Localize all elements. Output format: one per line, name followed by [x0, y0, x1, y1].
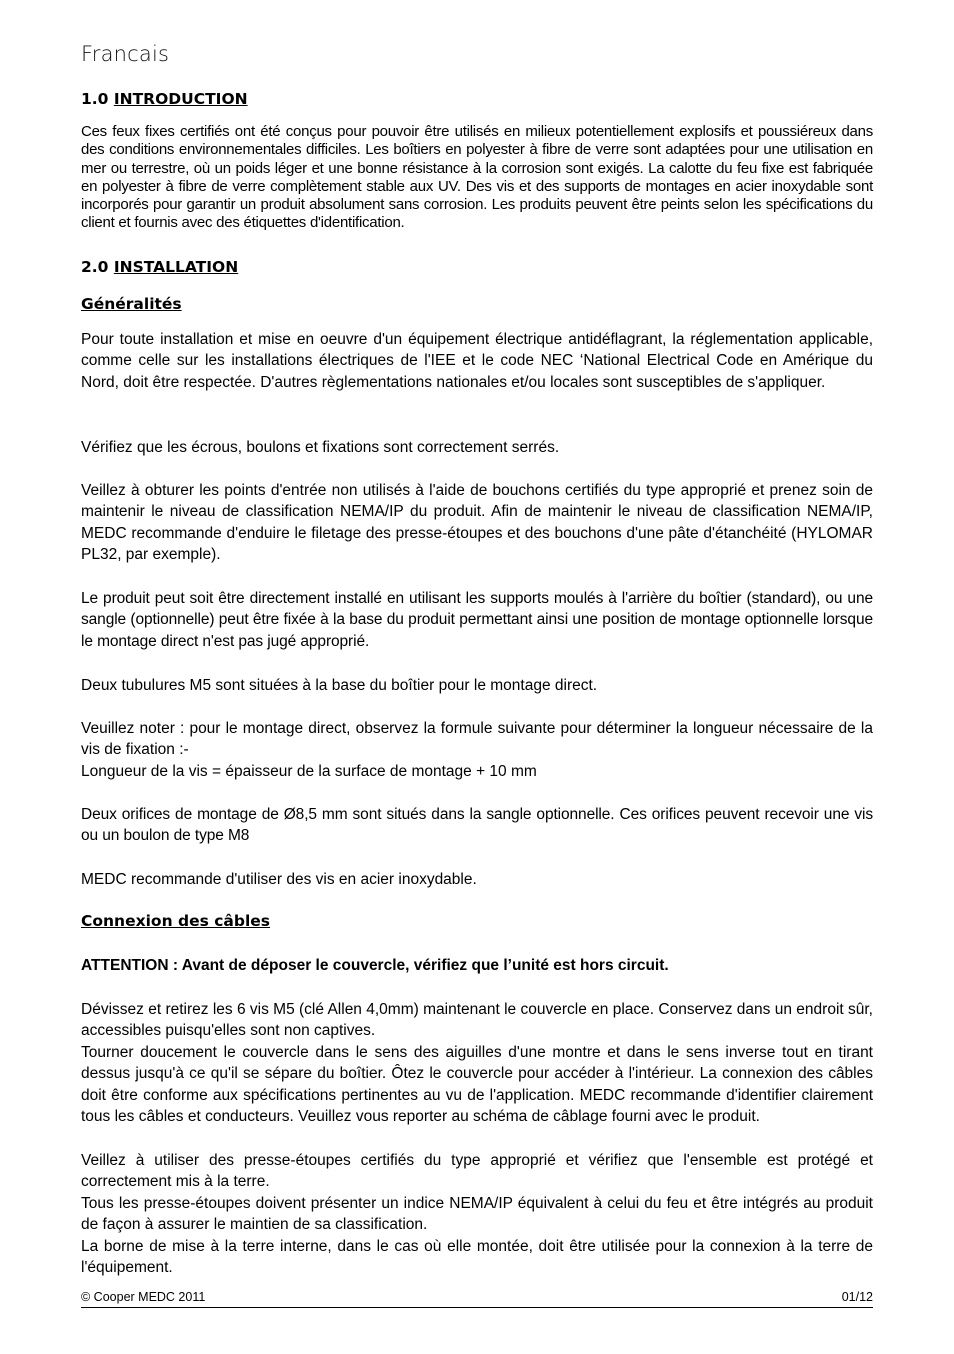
installation-paragraph-mounting: Le produit peut soit être directement installé en utilisant les supports moulés à l'arrière du boîtier (standard), ou une sangle (optionnelle) peut être fixée à la base du produit permettant ainsi une position de montage optionnelle lorsque le montage direct n'est pas jugé approprié.	[81, 590, 873, 650]
cables-paragraph-rating: Tous les presse-étoupes doivent présenter un indice NEMA/IP équivalent à celui du feu et être intégrés au produit de façon à assurer le maintien de sa classification.	[81, 1195, 873, 1234]
installation-paragraph-holes: Deux orifices de montage de Ø8,5 mm sont situés dans la sangle optionnelle. Ces orifices peuvent recevoir une vis ou un boulon de type M8	[81, 806, 873, 845]
cables-paragraph-glands: Veillez à utiliser des presse-étoupes certifiés du type approprié et vérifiez que l'ensemble est protégé et correctement mis à la terre.	[81, 1152, 873, 1191]
installation-paragraph-regulations: Pour toute installation et mise en oeuvre d'un équipement électrique antidéflagrant, la réglementation applicable, comme celle sur les installations électriques de l'IEE et le code NEC ‘National Electrical Code en Amérique du Nord, doit être respectée. D'autres règlementations nationales et/ou locales sont susceptibles de s'appliquer.	[81, 331, 873, 391]
installation-title: INSTALLATION	[113, 258, 239, 276]
cables-paragraph-earth: La borne de mise à la terre interne, dans le cas où elle montée, doit être utilisée pour la connexion à la terre de l'équipement.	[81, 1238, 873, 1277]
installation-heading	[81, 258, 238, 276]
installation-paragraph-stainless: MEDC recommande d'utiliser des vis en acier inoxydable.	[81, 871, 477, 888]
intro-number: 1.0	[81, 90, 114, 108]
footer-page-code: 01/12	[841, 1290, 873, 1304]
intro-heading	[81, 90, 248, 108]
cables-heading: Connexion des câbles	[81, 912, 271, 930]
attention-warning: ATTENTION : Avant de déposer le couvercle, vérifiez que l’unité est hors circuit.	[81, 957, 669, 974]
installation-paragraph-tubes: Deux tubulures M5 sont situées à la base du boîtier pour le montage direct.	[81, 677, 598, 694]
cables-paragraph-screws: Dévissez et retirez les 6 vis M5 (clé Allen 4,0mm) maintenant le couvercle en place. Conservez dans un endroit sûr, accessibles puisqu'elles sont non captives.	[81, 1001, 873, 1040]
cables-paragraph-cover: Tourner doucement le couvercle dans le sens des aiguilles d'une montre et dans le sens inverse tout en tirant dessus jusqu'à ce qu'il se sépare du boîtier. Ôtez le couvercle pour accéder à l'intérieur. La connexion des câbles doit être conforme aux spécifications pertinentes au vu de l'application. MEDC recommande d'identifier clairement tous les câbles et conducteurs. Veuillez vous reporter au schéma de câblage fourni avec le produit.	[81, 1044, 873, 1126]
installation-number: 2.0	[81, 258, 114, 276]
installation-paragraph-note: Veuillez noter : pour le montage direct, observez la formule suivante pour déterminer la longueur nécessaire de la vis de fixation :-	[81, 720, 873, 759]
installation-paragraph-tightening: Vérifiez que les écrous, boulons et fixations sont correctement serrés.	[81, 439, 560, 456]
installation-paragraph-formula: Longueur de la vis = épaisseur de la surface de montage + 10 mm	[81, 763, 537, 780]
language-title: Francais	[81, 42, 170, 66]
installation-paragraph-entry-points: Veillez à obturer les points d'entrée non utilisés à l'aide de bouchons certifiés du type approprié et prenez soin de maintenir le niveau de classification NEMA/IP du produit. Afin de maintenir le niveau de classification NEMA/IP, MEDC recommande d'enduire le filetage des presse-étoupes et des bouchons d'une pâte d'étanchéité (HYLOMAR PL32, par exemple).	[81, 482, 873, 564]
footer-copyright: © Cooper MEDC 2011	[81, 1290, 206, 1304]
general-heading: Généralités	[81, 295, 182, 313]
intro-paragraph: Ces feux fixes certifiés ont été conçus pour pouvoir être utilisés en milieux potentiellement explosifs et poussiéreux dans des conditions environnementales difficiles. Les boîtiers en polyester à fibre de verre sont adaptées pour une utilisation en mer ou terrestre, où un poids léger et une bonne résistance à la corrosion sont exigés. La calotte du feu fixe est fabriquée en polyester à fibre de verre complètement stable aux UV. Des vis et des supports de montages en acier inoxydable sont incorporés pour garantir un produit absolument sans corrosion. Les produits peuvent être peints selon les spécifications du client et fournis avec des étiquettes d'identification.	[81, 123, 873, 232]
footer-divider	[81, 1307, 873, 1308]
intro-title: INTRODUCTION	[113, 90, 248, 108]
